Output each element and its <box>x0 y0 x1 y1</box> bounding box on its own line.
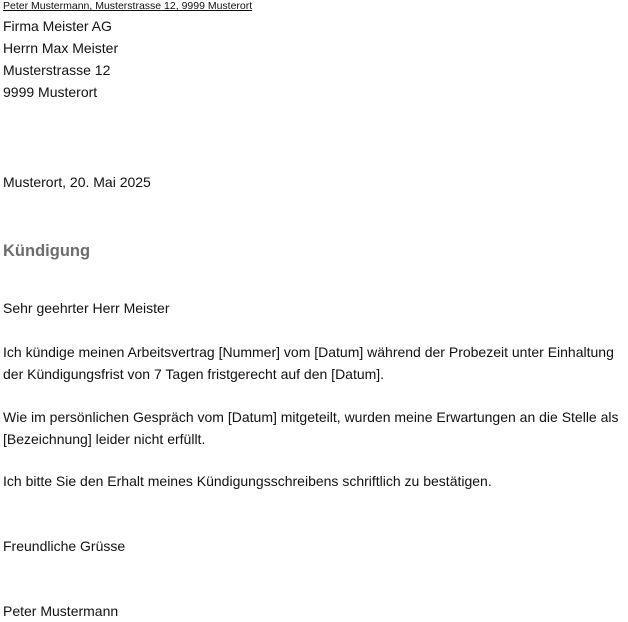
recipient-name: Herrn Max Meister <box>3 40 119 56</box>
letter-subject: Kündigung <box>3 242 91 260</box>
body-paragraph-termination: Ich kündige meinen Arbeitsvertrag [Nummer] vom [Datum] während der Probezeit unter Einhaltung der Kündigungsfrist von 7 Tagen fristgerecht auf den [Datum]. <box>3 344 614 382</box>
body-paragraph-reason: Wie im persönlichen Gespräch vom [Datum] mitgeteilt, wurden meine Erwartungen an die Stelle als [Bezeichnung] leider nicht erfüllt. <box>3 409 619 447</box>
body-paragraph-confirmation: Ich bitte Sie den Erhalt meines Kündigungsschreibens schriftlich zu bestätigen. <box>3 473 492 489</box>
salutation: Sehr geehrter Herr Meister <box>3 300 170 316</box>
recipient-address <box>3 15 118 103</box>
recipient-company: Firma Meister AG <box>3 18 112 34</box>
signature-name: Peter Mustermann <box>3 603 119 619</box>
place-and-date: Musterort, 20. Mai 2025 <box>3 174 151 190</box>
recipient-street: Musterstrasse 12 <box>3 62 111 78</box>
sender-address-line: Peter Mustermann, Musterstrasse 12, 9999 Musterort <box>3 0 253 12</box>
closing-greeting: Freundliche Grüsse <box>3 538 126 554</box>
recipient-city: 9999 Musterort <box>3 84 98 100</box>
